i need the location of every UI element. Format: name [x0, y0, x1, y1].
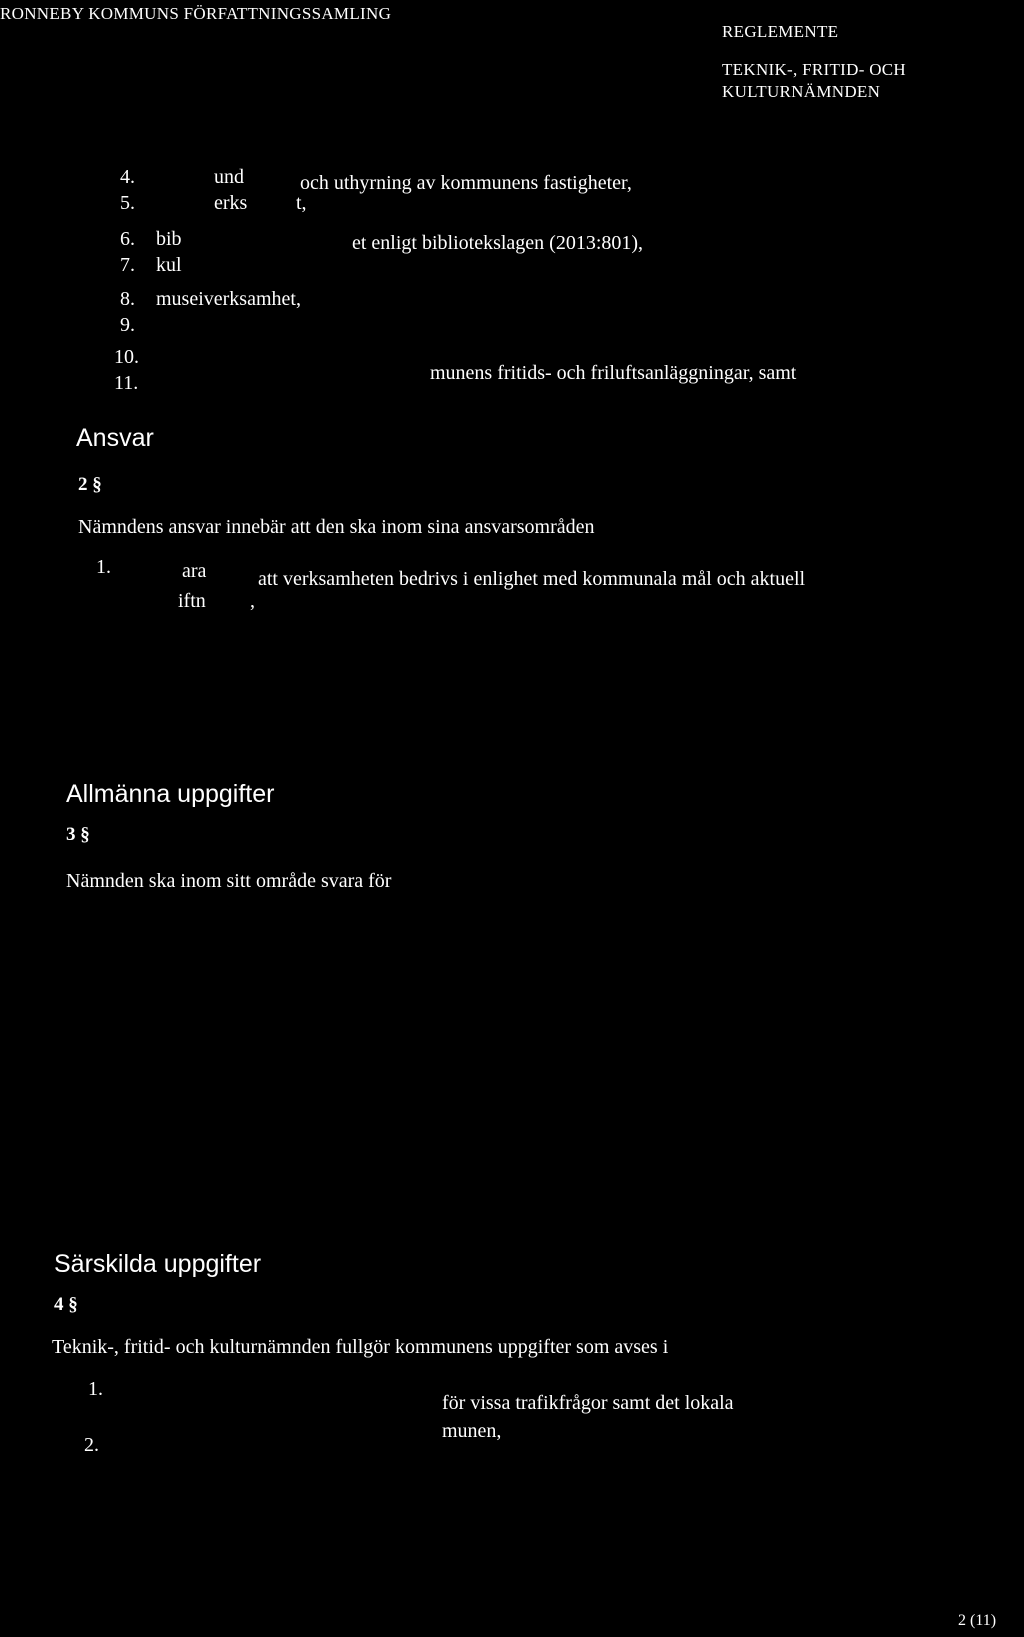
header-committee-line1: TEKNIK-, FRITID- OCH	[722, 60, 907, 79]
section-heading: Allmänna uppgifter	[66, 780, 275, 808]
paragraph-marker: 3 §	[66, 824, 90, 845]
list-item-number: 9.	[120, 314, 135, 336]
list-item-text: munen,	[442, 1420, 502, 1442]
list-item-number: 8.	[120, 288, 135, 310]
header-document-type: REGLEMENTE	[722, 22, 839, 41]
section-intro: Teknik-, fritid- och kulturnämnden fullgör kommunens uppgifter som avses i	[52, 1336, 669, 1358]
list-item-number: 1.	[96, 556, 111, 578]
paragraph-marker: 2 §	[78, 474, 102, 495]
list-item-text: att verksamheten bedrivs i enlighet med kommunala mål och aktuell	[258, 568, 806, 590]
list-item-fragment: museiverksamhet,	[156, 288, 301, 310]
list-item-fragment: ara	[182, 560, 207, 582]
list-item-fragment: ,	[250, 590, 255, 612]
list-item-number: 5.	[120, 192, 135, 214]
list-item-number: 10.	[114, 346, 139, 368]
list-item-number: 1.	[88, 1378, 103, 1400]
list-item-fragment: iftn	[178, 590, 206, 612]
list-item-fragment: bib	[156, 228, 182, 250]
list-item-number: 6.	[120, 228, 135, 250]
header-committee-line2: KULTURNÄMNDEN	[722, 82, 881, 101]
list-item-fragment: und	[214, 166, 244, 188]
paragraph-marker: 4 §	[54, 1294, 78, 1315]
list-item-text: och uthyrning av kommunens fastigheter,	[300, 172, 632, 194]
list-item-text: et enligt bibliotekslagen (2013:801),	[352, 232, 644, 254]
list-item-number: 7.	[120, 254, 135, 276]
section-heading: Särskilda uppgifter	[54, 1250, 262, 1278]
page-number: 2 (11)	[958, 1612, 997, 1629]
list-item-fragment: erks	[214, 192, 248, 214]
section-heading: Ansvar	[76, 424, 154, 452]
header-left-title: RONNEBY KOMMUNS FÖRFATTNINGSSAMLING	[0, 4, 392, 23]
section-intro: Nämndens ansvar innebär att den ska inom sina ansvarsområden	[78, 516, 595, 538]
list-item-text: munens fritids- och friluftsanläggningar, samt	[430, 362, 797, 384]
list-item-number: 11.	[114, 372, 139, 394]
list-item-text: för vissa trafikfrågor samt det lokala	[442, 1392, 734, 1414]
list-item-number: 4.	[120, 166, 135, 188]
section-intro: Nämnden ska inom sitt område svara för	[66, 870, 392, 892]
list-item-fragment: kul	[156, 254, 182, 276]
list-item-text: t,	[296, 192, 307, 214]
list-item-number: 2.	[84, 1434, 99, 1456]
